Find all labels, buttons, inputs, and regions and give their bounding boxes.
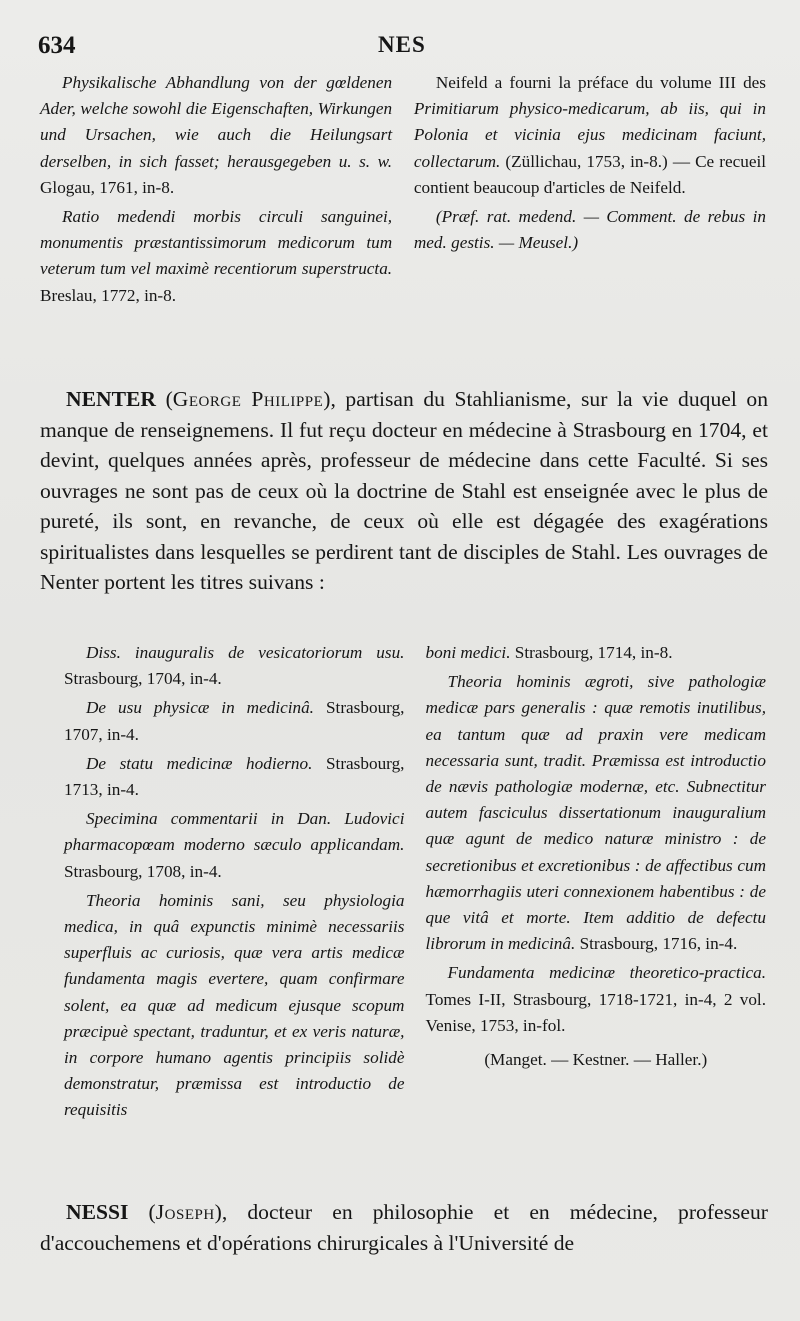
reference-title: boni medici.	[425, 643, 511, 662]
entry-given-names: George Philippe	[172, 387, 324, 411]
source-citation: (Præf. rat. medend. — Comment. de rebus in med. gestis. — Meusel.)	[413, 207, 766, 253]
reference	[64, 695, 404, 747]
reference	[40, 204, 392, 309]
reference	[426, 669, 766, 957]
entry-text: , partisan du Stahlianisme, sur la vie duquel on manque de renseignemens. Il fut reçu docteur en médecine à Strasbourg en 1704, et devint, quelques années après, professeur de médecine dans cette Faculté. Si ses ouvrages ne sont pas de ceux où la doctrine de Stahl est enseignée avec le plus de pureté, ils sont, en revanche, de ceux où elle est dégagée des exagérations spiritualistes dans lesquelles se perdirent tant de disciples de Stahl. Les ouvrages de Nenter portent les titres suivans :	[40, 387, 768, 594]
reference-title: Ratio medendi morbis circuli sanguinei, monumentis præstantissimorum medicorum tum veterum tum vel maximè recentiorum superstructa.	[40, 207, 393, 279]
entry-name: NESSI	[66, 1200, 129, 1224]
reference-imprint: Breslau, 1772, in-8.	[40, 285, 177, 305]
entry-text: , docteur en philosophie et en médecine, professeur d'accouchemens et d'opérations chirurgicales à l'Université de	[40, 1200, 768, 1255]
reference-title: Specimina commentarii in Dan. Ludovici pharmacopœam moderno sæculo applicandam.	[64, 809, 405, 855]
reference-imprint: Strasbourg, 1716, in-4.	[579, 934, 738, 954]
reference-title: Theoria hominis sani, seu physiologia medica, in quâ expunctis minimè necessariis superfluis ac curiosis, quæ vera artis medicæ fundamenta magis evertere, quam confirmare solent, ea quæ ad medicum ejusque scopum præcipuè spectant, traduntur, et ex veris naturæ, in corpore humano agentis principiis solidè demonstratur, præmissa est introductio de requisitis	[64, 890, 405, 1120]
reference	[414, 70, 766, 201]
reference-imprint: Glogau, 1761, in-8.	[40, 177, 175, 197]
reference-text: Neifeld a fourni la préface du volume III des	[435, 73, 766, 92]
reference-title: Fundamenta medicinæ theoretico-practica.	[447, 963, 766, 983]
page-number: 634	[38, 32, 76, 59]
reference-title: Physikalische Abhandlung von der gœldenen Ader, welche sowohl die Eigenschaften, Wirkungen und Ursachen, wie auch die Heilungsart derselben, in sich fasset; herausgegeben u. s. w.	[40, 73, 393, 171]
reference-title: De statu medicinæ hodierno.	[86, 753, 313, 773]
top-right-column	[414, 70, 766, 312]
reference-title: Theoria hominis ægroti, sive pathologiæ medicæ pars generalis : quæ remotis inutilibus, ea tantum quæ ad praxin vere medicam necessaria sunt, tradit. Præmissa est introductio de nævis pathologiæ modernæ, etc. Subnectitur autem fasciculus dissertationum inauguralium quæ agunt de medico naturæ ministro : de secretionibus et excretionibus : de affectibus cum hæmorrhagiis uteri connexionem habentibus : de que vitâ et morte. Item additio de defectu librorum in medicinâ.	[425, 672, 766, 954]
running-head: NES	[378, 32, 426, 57]
entry-given-names: Joseph	[155, 1200, 215, 1224]
reference-imprint: Strasbourg, 1704, in-4.	[64, 669, 222, 689]
reference-imprint: Strasbourg, 1707, in-4.	[64, 698, 405, 744]
top-columns	[40, 70, 766, 312]
reference-text: (Züllichau, 1753, in-8.) — Ce recueil contient beaucoup d'articles de Neifeld.	[413, 151, 767, 197]
entry-nenter: NENTER (George Philippe), partisan du Stahlianisme, sur la vie duquel on manque de renseignemens. Il fut reçu docteur en médecine à Strasbourg en 1704, et devint, quelques années après, professeur de médecine dans cette Faculté. Si ses ouvrages ne sont pas de ceux où la doctrine de Stahl est enseignée avec le plus de pureté, ils sont, en revanche, de ceux où elle est dégagée des exagérations spiritualistes dans lesquelles se perdirent tant de disciples de Stahl. Les ouvrages de Nenter portent les titres suivans :	[40, 387, 768, 594]
bottom-columns	[64, 640, 766, 1127]
entry-nessi: NESSI (Joseph), docteur en philosophie et en médecine, professeur d'accouchemens et d'opérations chirurgicales à l'Université de	[40, 1200, 768, 1255]
page-header	[38, 32, 762, 64]
top-left-column	[40, 70, 392, 312]
reference	[64, 806, 404, 885]
reference	[64, 751, 404, 803]
reference	[426, 960, 766, 1039]
bottom-right-column	[426, 640, 766, 1127]
bottom-left-column	[64, 640, 404, 1127]
reference	[64, 640, 404, 692]
reference-imprint: Strasbourg, 1714, in-8.	[514, 643, 673, 662]
reference-imprint: Strasbourg, 1708, in-4.	[64, 861, 222, 881]
source-citation: (Manget. — Kestner. — Haller.)	[484, 1050, 708, 1070]
reference	[40, 70, 392, 201]
reference-continued	[426, 640, 766, 666]
reference-title: De usu physicæ in medicinâ.	[86, 698, 314, 718]
entry-name: NENTER	[66, 387, 156, 411]
reference-title: Diss. inauguralis de vesicatoriorum usu.	[86, 643, 405, 662]
reference-imprint: Strasbourg, 1713, in-4.	[64, 753, 405, 800]
reference	[64, 888, 404, 1124]
reference-title: Primitiarum physico-medicarum, ab iis, qui in Polonia et vicinia ejus medicinam faciunt, collectarum.	[413, 99, 766, 171]
reference-imprint: Tomes I-II, Strasbourg, 1718-1721, in-4, 2 vol. Venise, 1753, in-fol.	[425, 989, 766, 1035]
